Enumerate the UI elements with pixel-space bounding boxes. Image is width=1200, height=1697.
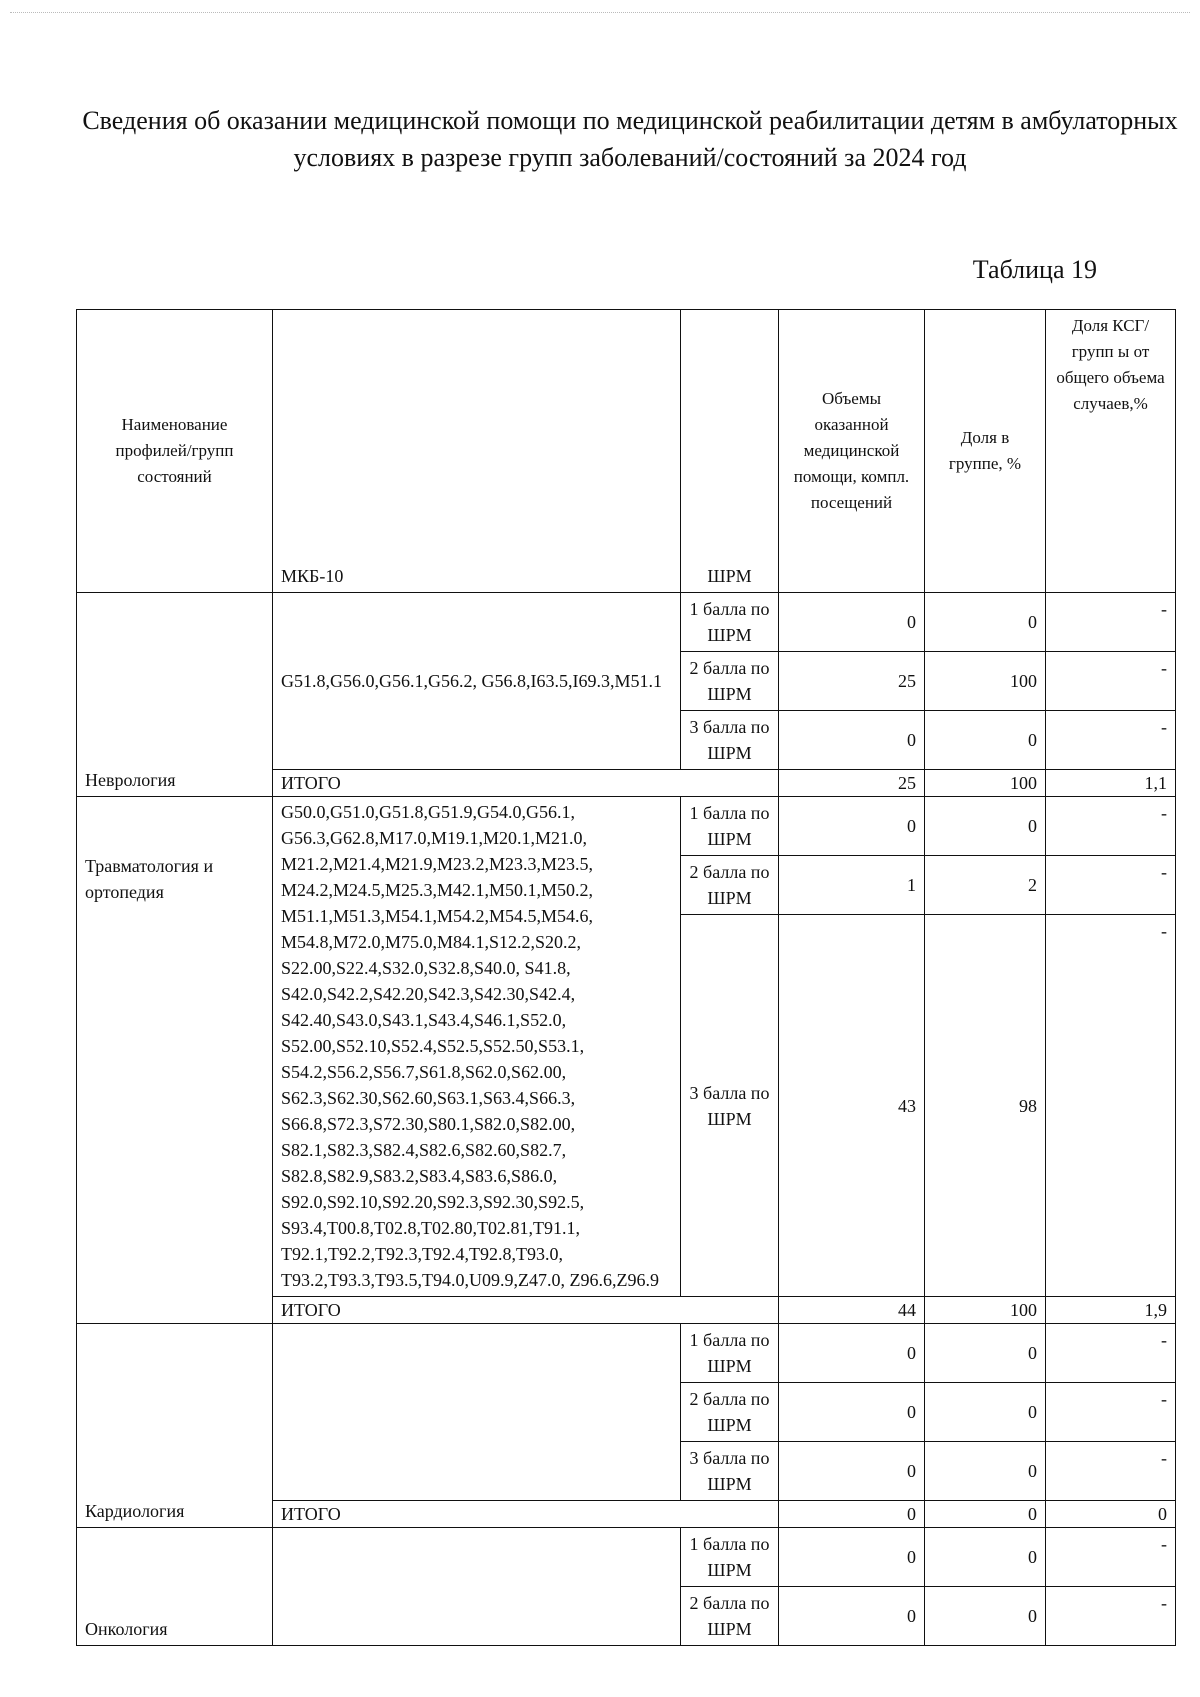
- shrm-cell: 1 балла по ШРМ: [681, 593, 779, 652]
- shrm-cell: 3 балла по ШРМ: [681, 711, 779, 770]
- table-row: [77, 1324, 1176, 1383]
- share-cell: 0: [925, 1442, 1046, 1501]
- header-share: Доля в группе, %: [925, 310, 1046, 593]
- share-cell: 0: [925, 711, 1046, 770]
- ksg-cell: -: [1046, 711, 1176, 770]
- share-cell: 0: [925, 1587, 1046, 1646]
- volume-cell: 0: [779, 1324, 925, 1383]
- total-ksg: 1,9: [1046, 1297, 1176, 1324]
- profile-cell: Травматология и ортопедия: [77, 797, 273, 1324]
- shrm-cell: 2 балла по ШРМ: [681, 1587, 779, 1646]
- profile-cell: Неврология: [77, 593, 273, 797]
- total-label: ИТОГО: [273, 770, 779, 797]
- ksg-cell: -: [1046, 1587, 1176, 1646]
- total-label: ИТОГО: [273, 1297, 779, 1324]
- shrm-cell: 3 балла по ШРМ: [681, 915, 779, 1297]
- header-shrm: ШРМ: [681, 310, 779, 593]
- header-row: [77, 310, 1176, 593]
- mkb-codes-cell: [273, 1324, 681, 1501]
- ksg-cell: -: [1046, 856, 1176, 915]
- volume-cell: 1: [779, 856, 925, 915]
- ksg-cell: -: [1046, 915, 1176, 1297]
- share-cell: 0: [925, 1528, 1046, 1587]
- share-cell: 98: [925, 915, 1046, 1297]
- header-profile: Наименование профилей/групп состояний: [77, 310, 273, 593]
- profile-cell: Кардиология: [77, 1324, 273, 1528]
- ksg-cell: -: [1046, 1383, 1176, 1442]
- shrm-cell: 1 балла по ШРМ: [681, 1324, 779, 1383]
- share-cell: 0: [925, 1383, 1046, 1442]
- volume-cell: 25: [779, 652, 925, 711]
- shrm-cell: 2 балла по ШРМ: [681, 856, 779, 915]
- volume-cell: 43: [779, 915, 925, 1297]
- total-volume: 25: [779, 770, 925, 797]
- total-share: 100: [925, 1297, 1046, 1324]
- shrm-cell: 1 балла по ШРМ: [681, 797, 779, 856]
- ksg-cell: -: [1046, 652, 1176, 711]
- total-ksg: 0: [1046, 1501, 1176, 1528]
- table-row: [77, 797, 1176, 856]
- header-ksg-share: Доля КСГ/групп ы от общего объема случаев,%: [1046, 310, 1176, 593]
- mkb-codes-cell: G50.0,G51.0,G51.8,G51.9,G54.0,G56.1, G56.3,G62.8,M17.0,M19.1,M20.1,M21.0, M21.2,M21.4,M21.9,M23.2,M23.3,M23.5, M24.2,M24.5,M25.3,M42.1,M50.1,M50.2, M51.1,M51.3,M54.1,M54.2,M54.5,M54.6, M54.8,M72.0,M75.0,M84.1,S12.2,S20.2, S22.00,S22.4,S32.0,S32.8,S40.0, S41.8, S42.0,S42.2,S42.20,S42.3,S42.30,S42.4, S42.40,S43.0,S43.1,S43.4,S46.1,S52.0, S52.00,S52.10,S52.4,S52.5,S52.50,S53.1, S54.2,S56.2,S56.7,S61.8,S62.0,S62.00, S62.3,S62.30,S62.60,S63.1,S63.4,S66.3, S66.8,S72.3,S72.30,S80.1,S82.0,S82.00, S82.1,S82.3,S82.4,S82.6,S82.60,S82.7, S82.8,S82.9,S83.2,S83.4,S83.6,S86.0, S92.0,S92.10,S92.20,S92.3,S92.30,S92.5, S93.4,T00.8,T02.8,T02.80,T02.81,T91.1, T92.1,T92.2,T92.3,T92.4,T92.8,T93.0, T93.2,T93.3,T93.5,T94.0,U09.9,Z47.0, Z96.6,Z96.9: [273, 797, 681, 1297]
- volume-cell: 0: [779, 1383, 925, 1442]
- ksg-cell: -: [1046, 1528, 1176, 1587]
- ksg-cell: -: [1046, 593, 1176, 652]
- shrm-cell: 1 балла по ШРМ: [681, 1528, 779, 1587]
- ksg-cell: -: [1046, 1324, 1176, 1383]
- total-share: 100: [925, 770, 1046, 797]
- table-row: [77, 593, 1176, 652]
- profile-cell: Онкология: [77, 1528, 273, 1646]
- total-volume: 44: [779, 1297, 925, 1324]
- share-cell: 0: [925, 593, 1046, 652]
- mkb-codes-cell: [273, 1528, 681, 1646]
- total-label: ИТОГО: [273, 1501, 779, 1528]
- table-label: Таблица 19: [972, 255, 1097, 284]
- total-ksg: 1,1: [1046, 770, 1176, 797]
- header-mkb: МКБ-10: [273, 310, 681, 593]
- volume-cell: 0: [779, 711, 925, 770]
- total-volume: 0: [779, 1501, 925, 1528]
- rehab-table: [76, 309, 1176, 1646]
- table-row: [77, 1528, 1176, 1587]
- header-volume: Объемы оказанной медицинской помощи, компл. посещений: [779, 310, 925, 593]
- share-cell: 2: [925, 856, 1046, 915]
- share-cell: 0: [925, 1324, 1046, 1383]
- top-scan-rule: [10, 12, 1190, 13]
- shrm-cell: 2 балла по ШРМ: [681, 652, 779, 711]
- volume-cell: 0: [779, 1587, 925, 1646]
- volume-cell: 0: [779, 593, 925, 652]
- document-title: Сведения об оказании медицинской помощи по медицинской реабилитации детям в амбулаторных условиях в разрезе групп заболеваний/состояний за 2024 год: [82, 106, 1178, 172]
- share-cell: 0: [925, 797, 1046, 856]
- ksg-cell: -: [1046, 1442, 1176, 1501]
- mkb-codes-cell: G51.8,G56.0,G56.1,G56.2, G56.8,I63.5,I69.3,M51.1: [273, 593, 681, 770]
- shrm-cell: 2 балла по ШРМ: [681, 1383, 779, 1442]
- volume-cell: 0: [779, 797, 925, 856]
- volume-cell: 0: [779, 1528, 925, 1587]
- total-share: 0: [925, 1501, 1046, 1528]
- share-cell: 100: [925, 652, 1046, 711]
- ksg-cell: -: [1046, 797, 1176, 856]
- shrm-cell: 3 балла по ШРМ: [681, 1442, 779, 1501]
- volume-cell: 0: [779, 1442, 925, 1501]
